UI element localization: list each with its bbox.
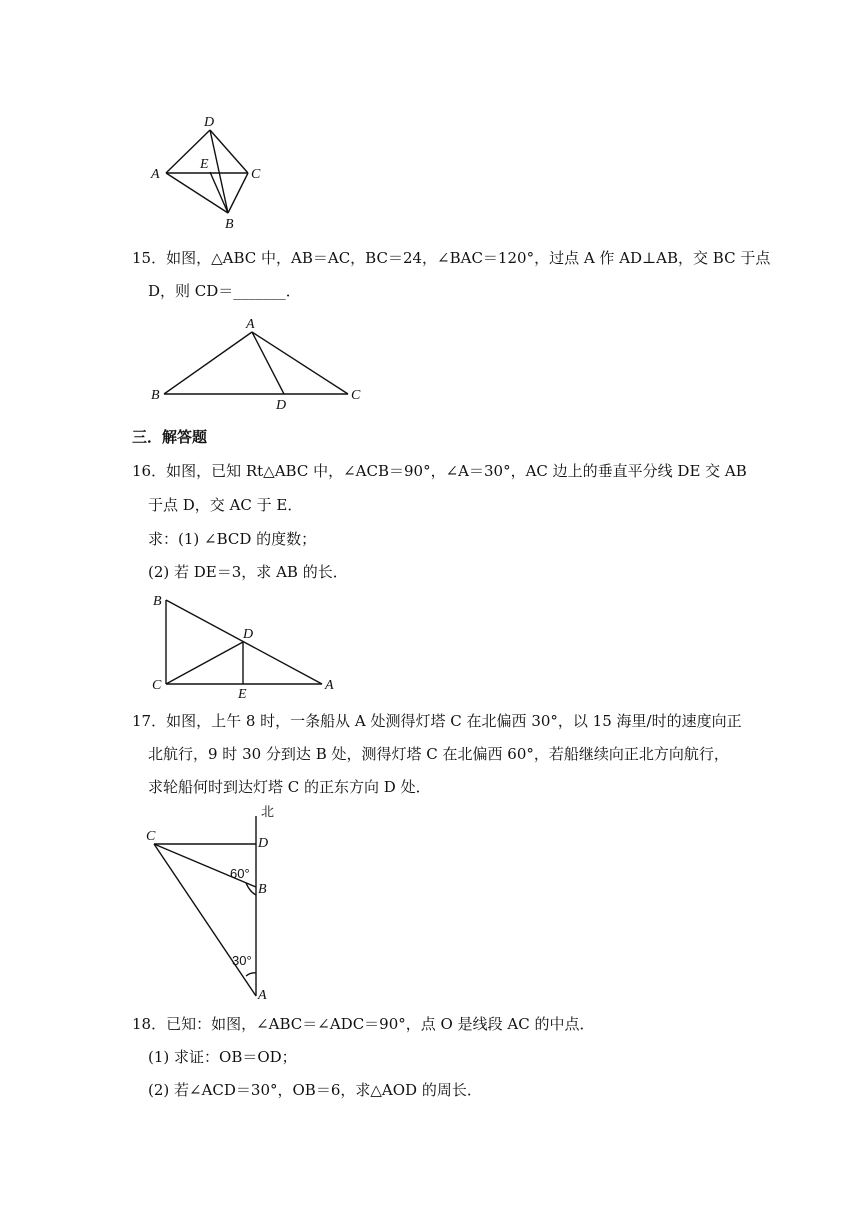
label-c: C: [251, 167, 261, 182]
label-d: D: [276, 398, 287, 413]
section-title: 三．解答题: [132, 428, 208, 446]
figure-q17-svg: [140, 800, 290, 1006]
q18-line1: 18．已知：如图，∠ABC＝∠ADC＝90°，点 O 是线段 AC 的中点．: [132, 1015, 595, 1033]
q15-line1: 15．如图，△ABC 中，AB＝AC，BC＝24，∠BAC＝120°，过点 A 作 AD⊥AB，交 BC 于点: [132, 249, 771, 267]
q15-line2: D，则 CD＝_______．: [148, 282, 301, 300]
q17-line1: 17．如图，上午 8 时，一条船从 A 处测得灯塔 C 在北偏西 30°，以 15 海里/时的速度向正: [132, 712, 742, 730]
label-b: B: [151, 388, 160, 403]
figure-q16: [148, 590, 348, 700]
segment-db: [210, 130, 228, 213]
angle-arc-a: [246, 973, 256, 976]
q16-line4: (2) 若 DE＝3，求 AB 的长．: [148, 563, 348, 581]
label-e: E: [238, 687, 247, 702]
segment-ad: [252, 332, 284, 394]
figure-q16-svg: [148, 590, 348, 700]
figure-q15: [148, 312, 368, 412]
figure-q17: [140, 800, 290, 1006]
label-c: C: [152, 678, 162, 693]
q17-line2: 北航行，9 时 30 分到达 B 处，测得灯塔 C 在北偏西 60°，若船继续向正北方向航行，: [148, 745, 729, 763]
segment-ba: [164, 332, 252, 394]
label-a: A: [325, 678, 334, 693]
label-e: E: [200, 157, 209, 172]
q16-line1: 16．如图，已知 Rt△ABC 中，∠ACB＝90°，∠A＝30°，AC 边上的垂直平分线 DE 交 AB: [132, 462, 747, 480]
q18-line2: (1) 求证：OB＝OD；: [148, 1048, 297, 1066]
q18-line3: (2) 若∠ACD＝30°，OB＝6，求△AOD 的周长．: [148, 1081, 482, 1099]
q17-line3: 求轮船何时到达灯塔 C 的正东方向 D 处．: [148, 778, 431, 796]
figure-q14-svg: [148, 112, 268, 234]
label-c: C: [351, 388, 361, 403]
label-b: B: [153, 594, 162, 609]
label-d: D: [258, 836, 269, 851]
label-a: A: [151, 167, 160, 182]
label-b: B: [225, 217, 234, 232]
segment-dc: [210, 130, 248, 173]
segment-cb: [228, 173, 248, 213]
label-a: A: [258, 988, 267, 1003]
label-d: D: [243, 627, 254, 642]
q16-line3: 求：(1) ∠BCD 的度数；: [148, 530, 317, 548]
q16-line2: 于点 D，交 AC 于 E．: [148, 496, 303, 514]
label-angle-60: 60°: [230, 866, 250, 881]
label-d: D: [204, 115, 215, 130]
label-b: B: [258, 882, 267, 897]
segment-ac: [252, 332, 348, 394]
label-a: A: [246, 317, 255, 332]
segment-cd: [166, 642, 243, 684]
figure-q15-svg: [148, 312, 368, 412]
label-north: 北: [261, 804, 275, 819]
label-c: C: [146, 829, 156, 844]
figure-q14: [148, 112, 268, 234]
label-angle-30: 30°: [232, 953, 252, 968]
